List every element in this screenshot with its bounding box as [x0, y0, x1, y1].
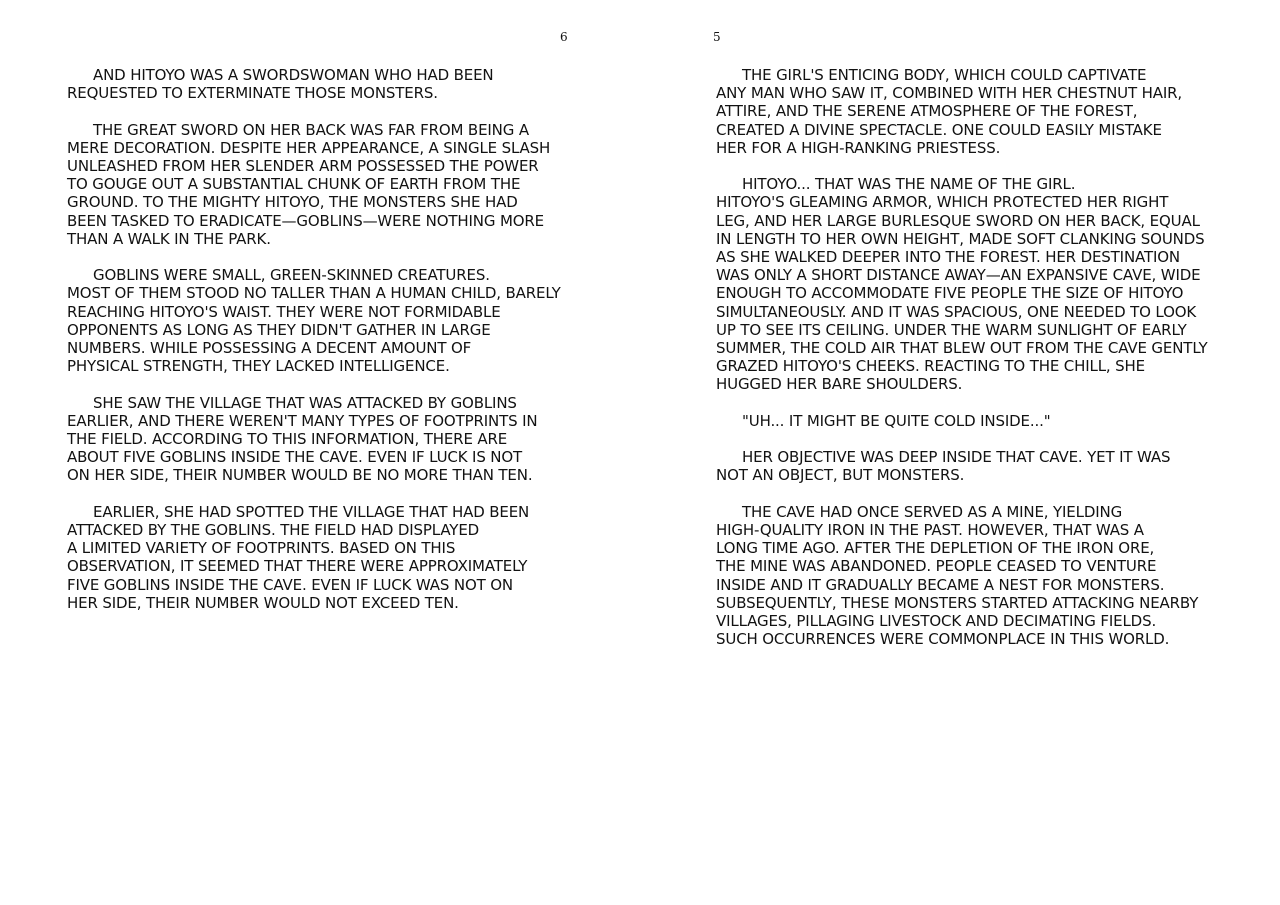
text-line: ON HER SIDE, THEIR NUMBER WOULD BE NO MORE THAN TEN.	[67, 466, 533, 485]
text-line: HUGGED HER BARE SHOULDERS.	[716, 375, 963, 394]
text-line: REQUESTED TO EXTERMINATE THOSE MONSTERS.	[67, 84, 438, 103]
text-line: ANY MAN WHO SAW IT, COMBINED WITH HER CHESTNUT HAIR,	[716, 84, 1183, 103]
text-line: "UH... IT MIGHT BE QUITE COLD INSIDE..."	[742, 411, 1051, 430]
text-line: HITOYO... THAT WAS THE NAME OF THE GIRL.	[742, 175, 1076, 194]
text-line: ENOUGH TO ACCOMMODATE FIVE PEOPLE THE SIZE OF HITOYO	[716, 284, 1184, 303]
text-line: HER OBJECTIVE WAS DEEP INSIDE THAT CAVE. YET IT WAS	[742, 448, 1171, 467]
text-line: VILLAGES, PILLAGING LIVESTOCK AND DECIMATING FIELDS.	[716, 612, 1157, 631]
paragraph	[716, 66, 1276, 157]
text-line: THE CAVE HAD ONCE SERVED AS A MINE, YIELDING	[742, 502, 1123, 521]
text-line: SUBSEQUENTLY, THESE MONSTERS STARTED ATTACKING NEARBY	[716, 593, 1199, 612]
text-line: REACHING HITOYO'S WAIST. THEY WERE NOT FORMIDABLE	[67, 302, 501, 321]
text-line: AND HITOYO WAS A SWORDSWOMAN WHO HAD BEEN	[93, 66, 494, 84]
paragraph	[716, 503, 1276, 649]
paragraph	[716, 412, 1276, 430]
text-line: HER FOR A HIGH-RANKING PRIESTESS.	[716, 138, 1001, 157]
text-line: THE GIRL'S ENTICING BODY, WHICH COULD CAPTIVATE	[742, 66, 1147, 84]
paragraph	[67, 121, 597, 248]
text-line: ABOUT FIVE GOBLINS INSIDE THE CAVE. EVEN IF LUCK IS NOT	[67, 448, 523, 467]
text-line: OPPONENTS AS LONG AS THEY DIDN'T GATHER IN LARGE	[67, 320, 491, 339]
paragraph	[67, 66, 597, 102]
text-line: HITOYO'S GLEAMING ARMOR, WHICH PROTECTED HER RIGHT	[716, 193, 1169, 212]
text-line: SUMMER, THE COLD AIR THAT BLEW OUT FROM THE CAVE GENTLY	[716, 339, 1208, 358]
text-line: HER SIDE, THEIR NUMBER WOULD NOT EXCEED TEN.	[67, 593, 459, 612]
paragraph	[67, 394, 597, 485]
text-line: A LIMITED VARIETY OF FOOTPRINTS. BASED ON THIS	[67, 539, 456, 558]
text-line: LEG, AND HER LARGE BURLESQUE SWORD ON HER BACK, EQUAL	[716, 211, 1200, 230]
text-line: EARLIER, SHE HAD SPOTTED THE VILLAGE THAT HAD BEEN	[93, 502, 530, 521]
text-line: GROUND. TO THE MIGHTY HITOYO, THE MONSTERS SHE HAD	[67, 193, 518, 212]
text-line: CREATED A DIVINE SPECTACLE. ONE COULD EASILY MISTAKE	[716, 120, 1162, 139]
text-line: SHE SAW THE VILLAGE THAT WAS ATTACKED BY GOBLINS	[93, 393, 517, 412]
right-page	[640, 0, 1280, 905]
text-line: THAN A WALK IN THE PARK.	[67, 229, 271, 248]
text-line: THE MINE WAS ABANDONED. PEOPLE CEASED TO VENTURE	[716, 557, 1157, 576]
text-line: AS SHE WALKED DEEPER INTO THE FOREST. HER DESTINATION	[716, 248, 1180, 267]
text-line: SUCH OCCURRENCES WERE COMMONPLACE IN THIS WORLD.	[716, 630, 1170, 649]
text-line: UNLEASHED FROM HER SLENDER ARM POSSESSED THE POWER	[67, 157, 539, 175]
text-line: IN LENGTH TO HER OWN HEIGHT, MADE SOFT CLANKING SOUNDS	[716, 229, 1205, 248]
text-line: THE FIELD. ACCORDING TO THIS INFORMATION, THERE ARE	[67, 430, 508, 449]
text-line: EARLIER, AND THERE WEREN'T MANY TYPES OF FOOTPRINTS IN	[67, 411, 538, 430]
text-line: INSIDE AND IT GRADUALLY BECAME A NEST FOR MONSTERS.	[716, 575, 1165, 594]
text-line: TO GOUGE OUT A SUBSTANTIAL CHUNK OF EARTH FROM THE	[67, 175, 521, 194]
text-line: GOBLINS WERE SMALL, GREEN-SKINNED CREATURES.	[93, 266, 490, 285]
page-body-text	[716, 66, 1276, 667]
text-line: UP TO SEE ITS CEILING. UNDER THE WARM SUNLIGHT OF EARLY	[716, 320, 1187, 339]
text-line: PHYSICAL STRENGTH, THEY LACKED INTELLIGENCE.	[67, 357, 450, 376]
text-line: SIMULTANEOUSLY. AND IT WAS SPACIOUS, ONE NEEDED TO LOOK	[716, 302, 1197, 321]
text-line: GRAZED HITOYO'S CHEEKS. REACTING TO THE CHILL, SHE	[716, 357, 1145, 376]
text-line: FIVE GOBLINS INSIDE THE CAVE. EVEN IF LUCK WAS NOT ON	[67, 575, 513, 594]
text-line: HIGH-QUALITY IRON IN THE PAST. HOWEVER, THAT WAS A	[716, 521, 1144, 540]
text-line: WAS ONLY A SHORT DISTANCE AWAY—AN EXPANSIVE CAVE, WIDE	[716, 266, 1201, 285]
page-number: 5	[713, 30, 721, 44]
page-number: 6	[560, 30, 568, 44]
text-line: ATTACKED BY THE GOBLINS. THE FIELD HAD DISPLAYED	[67, 521, 480, 540]
text-line: BEEN TASKED TO ERADICATE—GOBLINS—WERE NOTHING MORE	[67, 211, 544, 230]
text-line: OBSERVATION, IT SEEMED THAT THERE WERE APPROXIMATELY	[67, 557, 528, 576]
paragraph	[716, 448, 1276, 484]
text-line: ATTIRE, AND THE SERENE ATMOSPHERE OF THE FOREST,	[716, 102, 1138, 121]
text-line: MERE DECORATION. DESPITE HER APPEARANCE, A SINGLE SLASH	[67, 138, 551, 157]
paragraph	[67, 503, 597, 612]
paragraph	[716, 175, 1276, 393]
text-line: NUMBERS. WHILE POSSESSING A DECENT AMOUNT OF	[67, 339, 472, 358]
text-line: NOT AN OBJECT, BUT MONSTERS.	[716, 466, 965, 485]
page-body-text	[67, 66, 597, 630]
text-line: MOST OF THEM STOOD NO TALLER THAN A HUMAN CHILD, BARELY	[67, 284, 561, 303]
text-line: LONG TIME AGO. AFTER THE DEPLETION OF THE IRON ORE,	[716, 539, 1155, 558]
text-line: THE GREAT SWORD ON HER BACK WAS FAR FROM BEING A	[93, 120, 529, 139]
paragraph	[67, 266, 597, 375]
